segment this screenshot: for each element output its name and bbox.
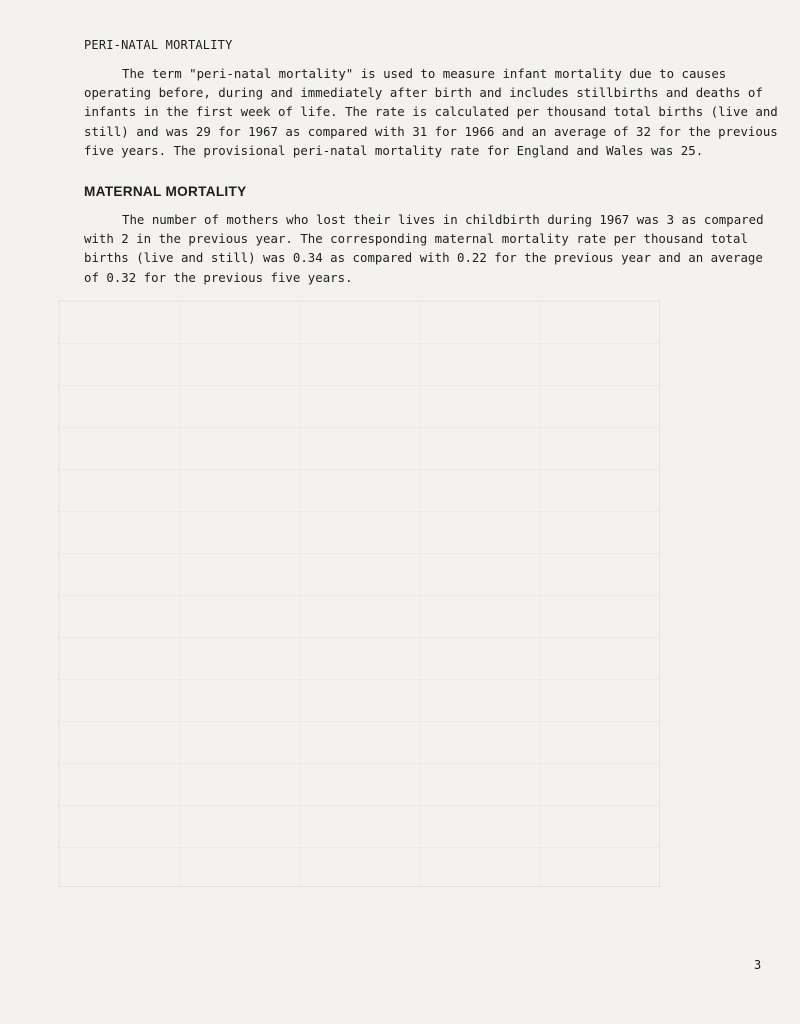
- section-heading-peri-natal: PERI-NATAL MORTALITY: [84, 38, 233, 52]
- section-body-peri-natal: [84, 64, 784, 160]
- section-body-maternal: [84, 210, 784, 287]
- section-heading-maternal: MATERNAL MORTALITY: [84, 184, 247, 199]
- section-body-maternal-text: The number of mothers who lost their lives in childbirth during 1967 was 3 as compared with 2 in the previous year. The corresponding maternal mortality rate per thousand total births (live and still) was 0.34 as compared with 0.22 for the previous year and an average of 0.32 for the previous five years.: [84, 212, 764, 285]
- show-through-table: [58, 300, 660, 887]
- page-number: 3: [754, 958, 762, 972]
- section-body-peri-natal-text: The term "peri-natal mortality" is used to measure infant mortality due to causes operating before, during and immediately after birth and includes stillbirths and deaths of infants in the first week of life. The rate is calculated per thousand total births (live and still) and was 29 for 1967 as compared with 31 for 1966 and an average of 32 for the previous five years. The provisional peri-natal mortality rate for England and Wales was 25.: [84, 66, 778, 158]
